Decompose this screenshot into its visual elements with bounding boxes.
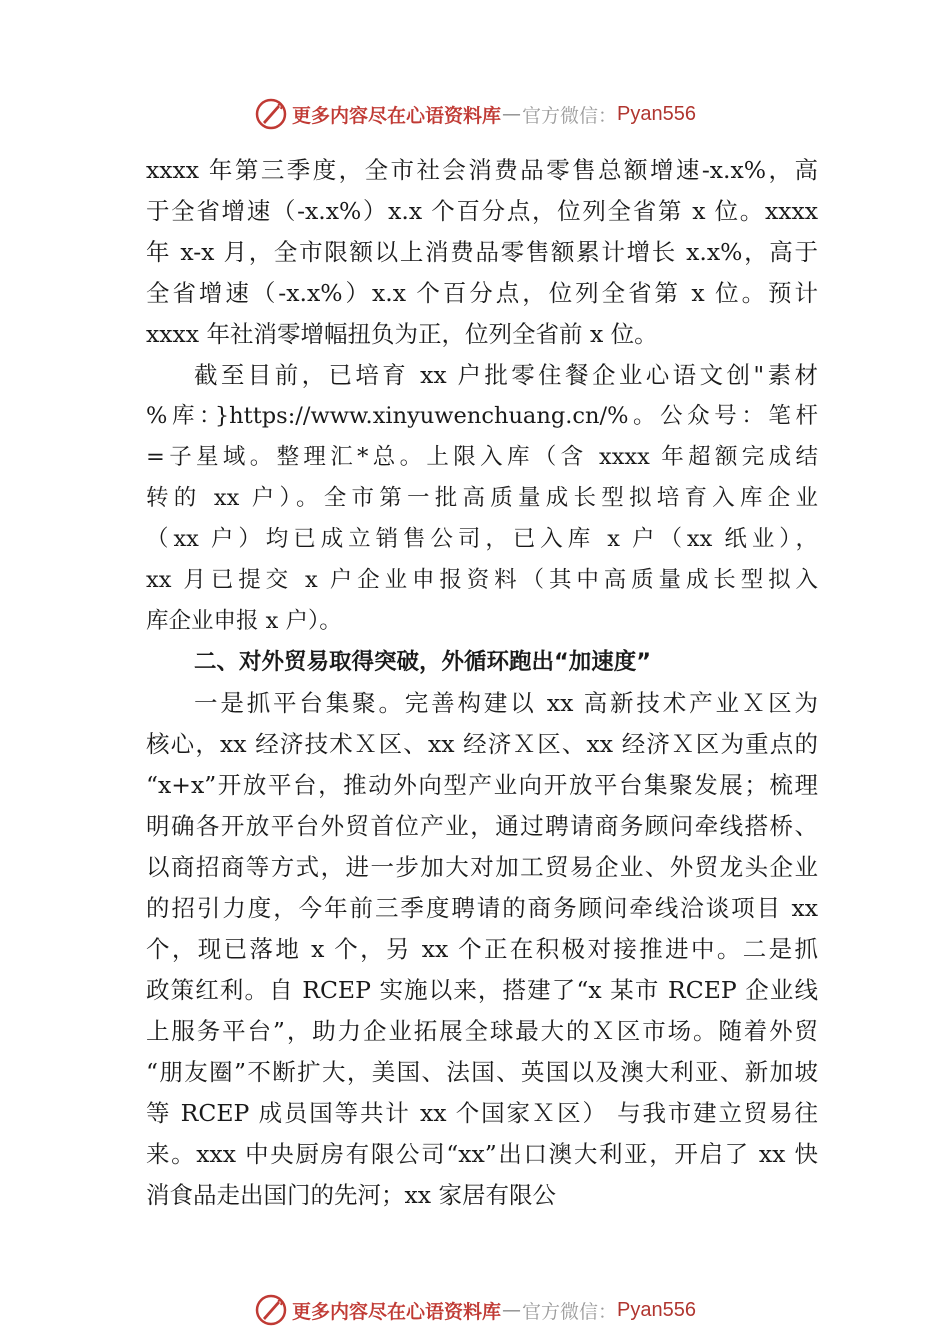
text-line: 截至目前，已培育 xx 户批零住餐企业心语文创"素材 — [194, 361, 818, 389]
paragraph-3 — [146, 683, 818, 1216]
section-heading: 二、对外贸易取得突破，外循环跑出“加速度” — [194, 649, 652, 675]
text-line: 政策红利。自 RCEP 实施以来，搭建了“x 某市 RCEP 企业线 — [146, 976, 818, 1004]
text-line: 明确各开放平台外贸首位产业，通过聘请商务顾问牵线搭桥、 — [146, 812, 818, 840]
text-line: xxxx 年第三季度，全市社会消费品零售总额增速-x.x%，高 — [146, 156, 818, 184]
text-line: 个，现已落地 x 个，另 xx 个正在积极对接推进中。二是抓 — [146, 935, 818, 963]
text-line: 年 x-x 月，全市限额以上消费品零售额累计增长 x.x%，高于 — [146, 238, 818, 266]
text-line: %库：}https://www.xinyuwenchuang.cn/%。公众号：笔杆 — [146, 403, 818, 429]
text-line: xxxx 年社消零增幅扭负为正，位列全省前 x 位。 — [146, 320, 658, 348]
text-line: 等 RCEP 成员国等共计 xx 个国家Ｘ区） 与我市建立贸易往 — [146, 1099, 818, 1127]
text-line: 核心，xx 经济技术Ｘ区、xx 经济Ｘ区、xx 经济Ｘ区为重点的 — [146, 730, 818, 758]
banner-wechat-id: Pyan556 — [617, 1298, 696, 1321]
text-line: 上服务平台”，助力企业拓展全球最大的Ｘ区市场。随着外贸 — [146, 1017, 818, 1045]
text-line: xx 月已提交 x 户企业申报资料（其中高质量成长型拟入 — [146, 567, 818, 593]
document-body — [146, 150, 818, 1216]
banner-title: 更多内容尽在心语资料库 — [292, 1300, 502, 1323]
quill-logo-icon — [254, 97, 288, 131]
text-line: “x+x”开放平台，推动外向型产业向开放平台集聚发展；梳理 — [146, 771, 818, 799]
text-line: =子星域。整理汇*总。上限入库（含 xxxx 年超额完成结 — [146, 444, 818, 470]
text-line: 全省增速（-x.x%）x.x 个百分点，位列全省第 x 位。预计 — [146, 279, 818, 307]
banner-separator: — — [502, 1299, 522, 1321]
paragraph-2 — [146, 355, 818, 642]
banner-separator: — — [502, 103, 522, 125]
text-line: 于全省增速（-x.x%）x.x 个百分点，位列全省第 x 位。xxxx — [146, 197, 818, 225]
quill-logo-icon — [254, 1293, 288, 1327]
text-line: 一是抓平台集聚。完善构建以 xx 高新技术产业Ｘ区为 — [194, 689, 818, 717]
text-line: 来。xxx 中央厨房有限公司“xx”出口澳大利亚，开启了 xx 快 — [146, 1140, 818, 1168]
paragraph-1 — [146, 150, 818, 355]
banner-wechat-id: Pyan556 — [617, 102, 696, 125]
banner-wechat-label: 官方微信： — [522, 104, 618, 127]
banner-wechat-label: 官方微信： — [522, 1300, 618, 1323]
text-line: “朋友圈”不断扩大，美国、法国、英国以及澳大利亚、新加坡 — [146, 1058, 818, 1086]
banner-title: 更多内容尽在心语资料库 — [292, 104, 502, 127]
text-line: （xx 户）均已成立销售公司，已入库 x 户（xx 纸业）， — [146, 526, 818, 552]
text-line: 库企业申报 x 户）。 — [146, 608, 342, 634]
text-line: 转的 xx 户）。全市第一批高质量成长型拟培育入库企业 — [146, 485, 818, 511]
header-banner — [0, 94, 950, 134]
footer-banner — [0, 1290, 950, 1330]
text-line: 消食品走出国门的先河；xx 家居有限公 — [146, 1181, 556, 1209]
text-line: 以商招商等方式，进一步加大对加工贸易企业、外贸龙头企业 — [146, 853, 818, 881]
text-line: 的招引力度，今年前三季度聘请的商务顾问牵线洽谈项目 xx — [146, 894, 818, 922]
